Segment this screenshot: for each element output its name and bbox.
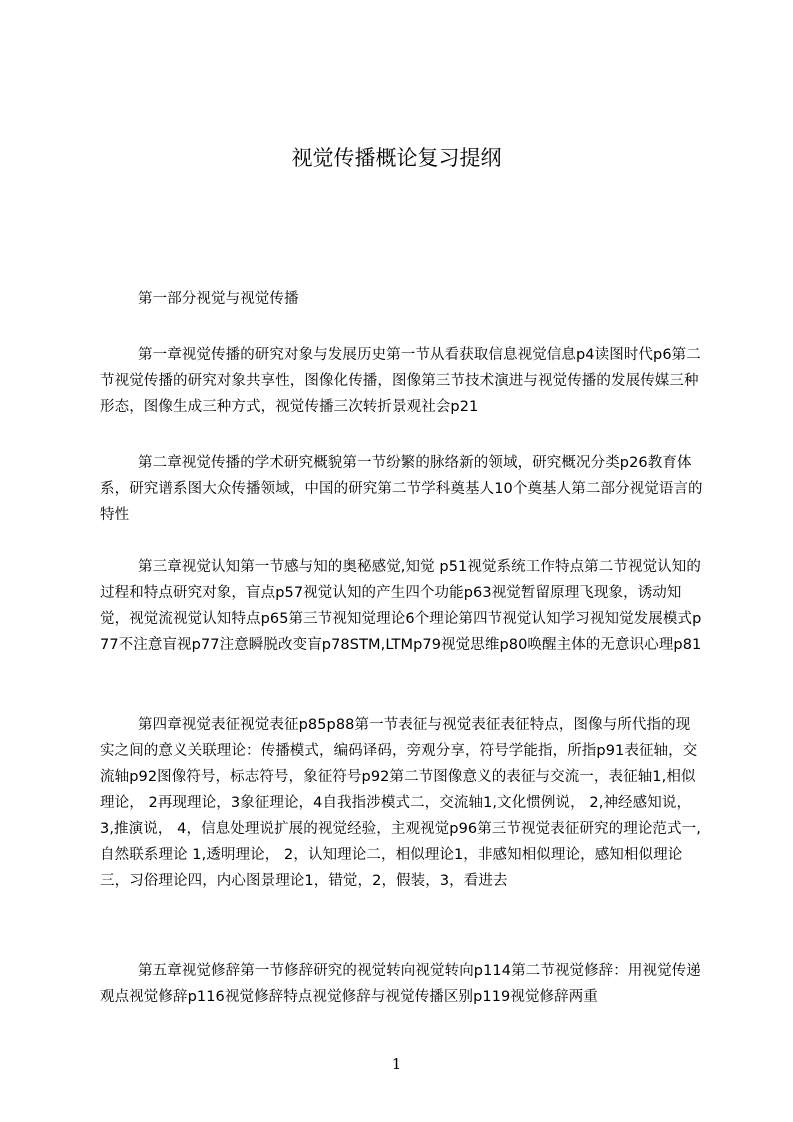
paragraph-chapter-4: 第四章视觉表征视觉表征p85p88第一节表征与视觉表征表征特点，图像与所代指的现实之间的意义关联理论：传播模式，编码译码，旁观分享，符号学能指，所指p91表征轴，交流轴p92图像符号，标志符号，象征符号p92第二节图像意义的表征与交流一，表征轴1,相似理论， 2再现理论，3象征理论，4自我指涉模式二，交流轴1,文化惯例说， 2,神经感知说， 3,推演说， 4，信息处理说扩展的视觉经验，主观视觉p96第三节视觉表征研究的理论范式一,自然联系理论 1,透明理论， 2，认知理论二，相似理论1，非感知相似理论，感知相似理论三，习俗理论四，内心图景理论1，错觉，2，假装，3，看进去 [100, 717, 701, 889]
document-title: 视觉传播概论复习提纲 [291, 146, 502, 170]
paragraph-chapter-1: 第一章视觉传播的研究对象与发展历史第一节从看获取信息视觉信息p4读图时代p6第二节视觉传播的研究对象共享性，图像化传播，图像第三节技术演进与视觉传播的发展传媒三种形态，图像生成三种方式，视觉传播三次转折景观社会p21 [100, 347, 701, 415]
paragraph-chapter-5: 第五章视觉修辞第一节修辞研究的视觉转向视觉转向p114第二节视觉修辞：用视觉传递观点视觉修辞p116视觉修辞特点视觉修辞与视觉传播区别p119视觉修辞两重 [100, 963, 701, 1005]
page-number: 1 [391, 1055, 402, 1073]
paragraph-chapter-3: 第三章视觉认知第一节感与知的奥秘感觉,知觉 p51视觉系统工作特点第二节视觉认知的过程和特点研究对象，盲点p57视觉认知的产生四个功能p63视觉暂留原理飞现象，诱动知觉，视觉流视觉认知特点p65第三节视知觉理论6个理论第四节视觉认知学习视知觉发展模式p77不注意盲视p77注意瞬脱改变盲p78STM,LTMp79视觉思维p80唤醒主体的无意识心理p81 [100, 559, 702, 653]
document-body [100, 0, 704, 1030]
paragraph-chapter-2: 第二章视觉传播的学术研究概貌第一节纷繁的脉络新的领域，研究概况分类p26教育体系，研究谱系图大众传播领域，中国的研究第二节学科奠基人10个奠基人第二部分视觉语言的特性 [100, 455, 703, 523]
part-heading: 第一部分视觉与视觉传播 [138, 291, 299, 307]
